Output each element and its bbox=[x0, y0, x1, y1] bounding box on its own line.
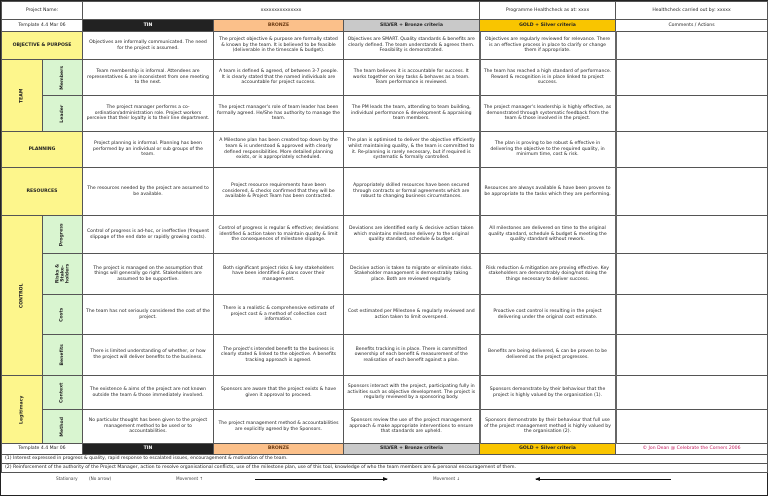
cell-gold[interactable]: Sponsors demonstrate by their behaviour that full use of the project management method is highly valued by the organisation (2). bbox=[480, 410, 616, 444]
cell-tin[interactable]: Control of progress is ad-hoc, or ineffective (frequent slippage of the end date or rapidly growing costs). bbox=[83, 216, 214, 254]
subsection-risks-label: Risks & Stake-holders bbox=[55, 264, 70, 284]
cell-tin[interactable]: Project planning is informal. Planning has been performed by an individual or sub groups of the team. bbox=[83, 132, 214, 168]
subsection-progress bbox=[43, 216, 83, 254]
level-gold-footer: GOLD + Silver criteria bbox=[480, 444, 616, 455]
arrow-right-icon bbox=[255, 479, 387, 480]
cell-bronze[interactable]: Sponsors are aware that the project exists & have given it approval to proceed. bbox=[214, 376, 344, 410]
cell-silver[interactable]: Sponsors interact with the project, participating fully in activities such as objective development. The project is regularly reviewed by a sponsoring body. bbox=[344, 376, 480, 410]
cell-comments[interactable] bbox=[616, 216, 768, 254]
cell-comments[interactable] bbox=[616, 32, 768, 60]
row-benefits bbox=[2, 335, 768, 376]
section-legitimacy bbox=[2, 376, 43, 444]
section-legitimacy-label: Legitimacy bbox=[19, 395, 25, 424]
cell-comments[interactable] bbox=[616, 335, 768, 376]
subsection-members-label: Members bbox=[59, 65, 65, 90]
subsection-leader-label: Leader bbox=[59, 104, 65, 123]
cell-bronze[interactable]: Both significant project risks & key stakeholders have been identified & plans cover their management. bbox=[214, 254, 344, 295]
row-progress bbox=[2, 216, 768, 254]
title-row bbox=[2, 2, 768, 20]
project-name-value[interactable]: xxxxxxxxxxxxxxx bbox=[83, 2, 480, 20]
healthcheck-table bbox=[1, 1, 768, 473]
cell-tin[interactable]: The resources needed by the project are assumed to be available. bbox=[83, 168, 214, 216]
subsection-costs-label: Costs bbox=[59, 307, 65, 322]
cell-silver[interactable]: The plan is optimised to deliver the objective efficiently whilst maintaining quality, & the team is committed to it. Re-planning is rarely necessary, but if required is systematic & formally controlled. bbox=[344, 132, 480, 168]
cell-comments[interactable] bbox=[616, 376, 768, 410]
subsection-context-label: Context bbox=[59, 382, 65, 403]
subsection-risks-stakeholders bbox=[43, 254, 83, 295]
cell-silver[interactable]: Appropriately skilled resources have been secured through contracts or formal agreements which are robust to changing business circumstances. bbox=[344, 168, 480, 216]
cell-tin[interactable]: Team membership is informal. Attendees are representatives & are inconsistent from one meeting to the next. bbox=[83, 60, 214, 96]
cell-silver[interactable]: Sponsors review the use of the project management approach & make appropriate interventions to ensure that standards are upheld. bbox=[344, 410, 480, 444]
row-resources bbox=[2, 168, 768, 216]
subsection-method bbox=[43, 410, 83, 444]
cell-tin[interactable]: The team has not seriously considered the cost of the project. bbox=[83, 295, 214, 335]
cell-silver[interactable]: Decisive action is taken to migrate or eliminate risks. Stakeholder management is demonstrably taking place. Both are reviewed regularly. bbox=[344, 254, 480, 295]
cell-gold[interactable]: Proactive cost control is resulting in the project delivering under the original cost estimate. bbox=[480, 295, 616, 335]
row-objective bbox=[2, 32, 768, 60]
cell-gold[interactable]: All milestones are delivered on time to the original quality standard, schedule & budget & meeting the quality standard without rework. bbox=[480, 216, 616, 254]
cell-bronze[interactable]: The project's intended benefit to the business is clearly stated & linked to the objective. A benefits tracking approach is agreed. bbox=[214, 335, 344, 376]
cell-comments[interactable] bbox=[616, 60, 768, 96]
level-tin-footer: TIN bbox=[83, 444, 214, 455]
copyright-notice: © Jon Dean @ Celebrate the Corners 2006 bbox=[616, 444, 768, 455]
footnote-2: (2) Reinforcement of the authority of the Project Manager, action to resolve organisational conflicts, use of the milestone plan, use of this tool, knowledge of who the team members are & personal encouragement of them. bbox=[2, 464, 768, 473]
row-method bbox=[2, 410, 768, 444]
cell-silver[interactable]: The PM leads the team, attending to team building, individual performance & development & appraising team members. bbox=[344, 96, 480, 132]
footer-level-row bbox=[2, 444, 768, 455]
template-version: Template 4.4 Mar 06 bbox=[2, 20, 83, 32]
cell-silver[interactable]: Benefits tracking is in place. There is committed ownership of each benefit & measurement of the realisation of each benefit against a plan. bbox=[344, 335, 480, 376]
cell-gold[interactable]: Objectives are regularly reviewed for relevance. There is an effective process in place to clarify or change them if appropriate. bbox=[480, 32, 616, 60]
template-version-footer: Template 4.4 Mar 06 bbox=[2, 444, 83, 455]
level-tin-header: TIN bbox=[83, 20, 214, 32]
cell-gold[interactable]: The project manager's leadership is highly effective, as demonstrated through systematic feedback from the team & those involved in the project. bbox=[480, 96, 616, 132]
cell-gold[interactable]: Sponsors demonstrate by their behaviour that the project is highly valued by the organisation (1). bbox=[480, 376, 616, 410]
level-header-row bbox=[2, 20, 768, 32]
arrow-legend bbox=[1, 473, 767, 486]
legend-stationary: Stationary bbox=[56, 476, 78, 481]
section-control-label: CONTROL bbox=[19, 283, 25, 308]
cell-bronze[interactable]: The project manager's role of team leader has been formally agreed. He/She has authority to manage the team. bbox=[214, 96, 344, 132]
level-bronze-header: BRONZE bbox=[214, 20, 344, 32]
cell-bronze[interactable]: There is a realistic & comprehensive estimate of project cost & a method of collection cost information. bbox=[214, 295, 344, 335]
row-costs bbox=[2, 295, 768, 335]
cell-gold[interactable]: Risk reduction & mitigation are proving effective. Key stakeholders are demonstrably doing/not doing the things necessary to deliver success. bbox=[480, 254, 616, 295]
cell-bronze[interactable]: The project management method & accountabilities are explicitly agreed by the Sponsors. bbox=[214, 410, 344, 444]
cell-silver[interactable]: The team believes it is accountable for success. It works together on key tasks & behaves as a team. Team performance is reviewed. bbox=[344, 60, 480, 96]
subsection-method-label: Method bbox=[59, 416, 65, 437]
subsection-benefits bbox=[43, 335, 83, 376]
subsection-benefits-label: Benefits bbox=[59, 344, 65, 366]
legend-movement-up: Movement ↑ bbox=[176, 476, 204, 481]
cell-tin[interactable]: No particular thought has been given to the project management method to be used or to accountabilities. bbox=[83, 410, 214, 444]
cell-gold[interactable]: Benefits are being delivered, & can be proven to be delivered as the project progresses. bbox=[480, 335, 616, 376]
comments-actions-header: Comments / Actions bbox=[616, 20, 768, 32]
cell-gold[interactable]: The team has reached a high standard of performance. Reward & recognition is in place linked to project success. bbox=[480, 60, 616, 96]
subsection-context bbox=[43, 376, 83, 410]
project-name-label: Project Name: bbox=[2, 2, 83, 20]
cell-tin[interactable]: The project is managed on the assumption that things will generally go right. Stakeholders are assumed to be supportive. bbox=[83, 254, 214, 295]
legend-movement-down: Movement ↓ bbox=[433, 476, 461, 481]
cell-bronze[interactable]: Control of progress is regular & effective; deviations identified & action taken to maintain quality & limit the consequences of milestone slippage. bbox=[214, 216, 344, 254]
subsection-members bbox=[43, 60, 83, 96]
cell-gold[interactable]: The plan is proving to be robust & effective in delivering the objective to the required quality, in minimum time, cost & risk. bbox=[480, 132, 616, 168]
cell-comments[interactable] bbox=[616, 410, 768, 444]
section-team-label: TEAM bbox=[19, 88, 25, 103]
subsection-leader bbox=[43, 96, 83, 132]
cell-tin[interactable]: The project manager performs a co-ordination/administration role. Project workers perceive that their loyalty is to their line department. bbox=[83, 96, 214, 132]
cell-bronze[interactable]: A team is defined & agreed, of between 3-7 people. It is clearly stated that the named individuals are accountable for project success. bbox=[214, 60, 344, 96]
cell-comments[interactable] bbox=[616, 168, 768, 216]
subsection-costs bbox=[43, 295, 83, 335]
legend-no-arrow: (No arrow) bbox=[89, 476, 112, 481]
level-silver-header: SILVER + Bronze criteria bbox=[344, 20, 480, 32]
cell-tin[interactable]: The existence & aims of the project are not known outside the team & those immediately involved. bbox=[83, 376, 214, 410]
level-bronze-footer: BRONZE bbox=[214, 444, 344, 455]
section-objective-purpose: OBJECTIVE & PURPOSE bbox=[2, 32, 83, 60]
cell-bronze[interactable]: Project resource requirements have been considered, & checks confirmed that they will be available & Project Team has been contracted. bbox=[214, 168, 344, 216]
cell-comments[interactable] bbox=[616, 254, 768, 295]
row-risks-stakeholders bbox=[2, 254, 768, 295]
cell-comments[interactable] bbox=[616, 295, 768, 335]
cell-silver[interactable]: Deviations are identified early & decisive action taken which maintains milestone delivery to the original quality standard, schedule & budget. bbox=[344, 216, 480, 254]
row-planning bbox=[2, 132, 768, 168]
cell-silver[interactable]: Cost estimated per Milestone & regularly reviewed and action taken to limit overspend. bbox=[344, 295, 480, 335]
healthcheck-carried-out-by[interactable]: Healthcheck carried out by: xxxxx bbox=[616, 2, 768, 20]
row-team-leader bbox=[2, 96, 768, 132]
footnote-1: (1) Interest expressed in progress & quality, rapid response to escalated issues, encouragement & motivation of the team. bbox=[2, 455, 768, 464]
section-resources: RESOURCES bbox=[2, 168, 83, 216]
section-planning: PLANNING bbox=[2, 132, 83, 168]
cell-bronze[interactable]: The project objective & purpose are formally stated & known by the team. It is believed to be feasible (deliverable in the timescale & budget). bbox=[214, 32, 344, 60]
section-team bbox=[2, 60, 43, 132]
level-gold-header: GOLD + Silver criteria bbox=[480, 20, 616, 32]
cell-silver[interactable]: Objectives are SMART. Quality standards & benefits are clearly defined. The team understands & agrees them. Feasibility is demonstrated. bbox=[344, 32, 480, 60]
cell-gold[interactable]: Resources are always available & have been proven to be appropriate to the tasks which they are performing. bbox=[480, 168, 616, 216]
cell-comments[interactable] bbox=[616, 96, 768, 132]
arrow-left-icon bbox=[536, 479, 671, 480]
note-row-2 bbox=[2, 464, 768, 473]
cell-comments[interactable] bbox=[616, 132, 768, 168]
cell-bronze[interactable]: A Milestone plan has been created top down by the team & is understood & approved with clearly defined responsibilities. More detailed planning exists, or is appropriately scheduled. bbox=[214, 132, 344, 168]
cell-tin[interactable]: Objectives are informally communicated. The need for the project is assumed. bbox=[83, 32, 214, 60]
note-row-1 bbox=[2, 455, 768, 464]
programme-healthcheck-date[interactable]: Programme Healthcheck as at: xxxx bbox=[480, 2, 616, 20]
section-control bbox=[2, 216, 43, 376]
cell-tin[interactable]: There is limited understanding of whether, or how the project will deliver benefits to the business. bbox=[83, 335, 214, 376]
level-silver-footer: SILVER + Bronze criteria bbox=[344, 444, 480, 455]
subsection-progress-label: Progress bbox=[59, 223, 65, 246]
row-team-members bbox=[2, 60, 768, 96]
row-context bbox=[2, 376, 768, 410]
